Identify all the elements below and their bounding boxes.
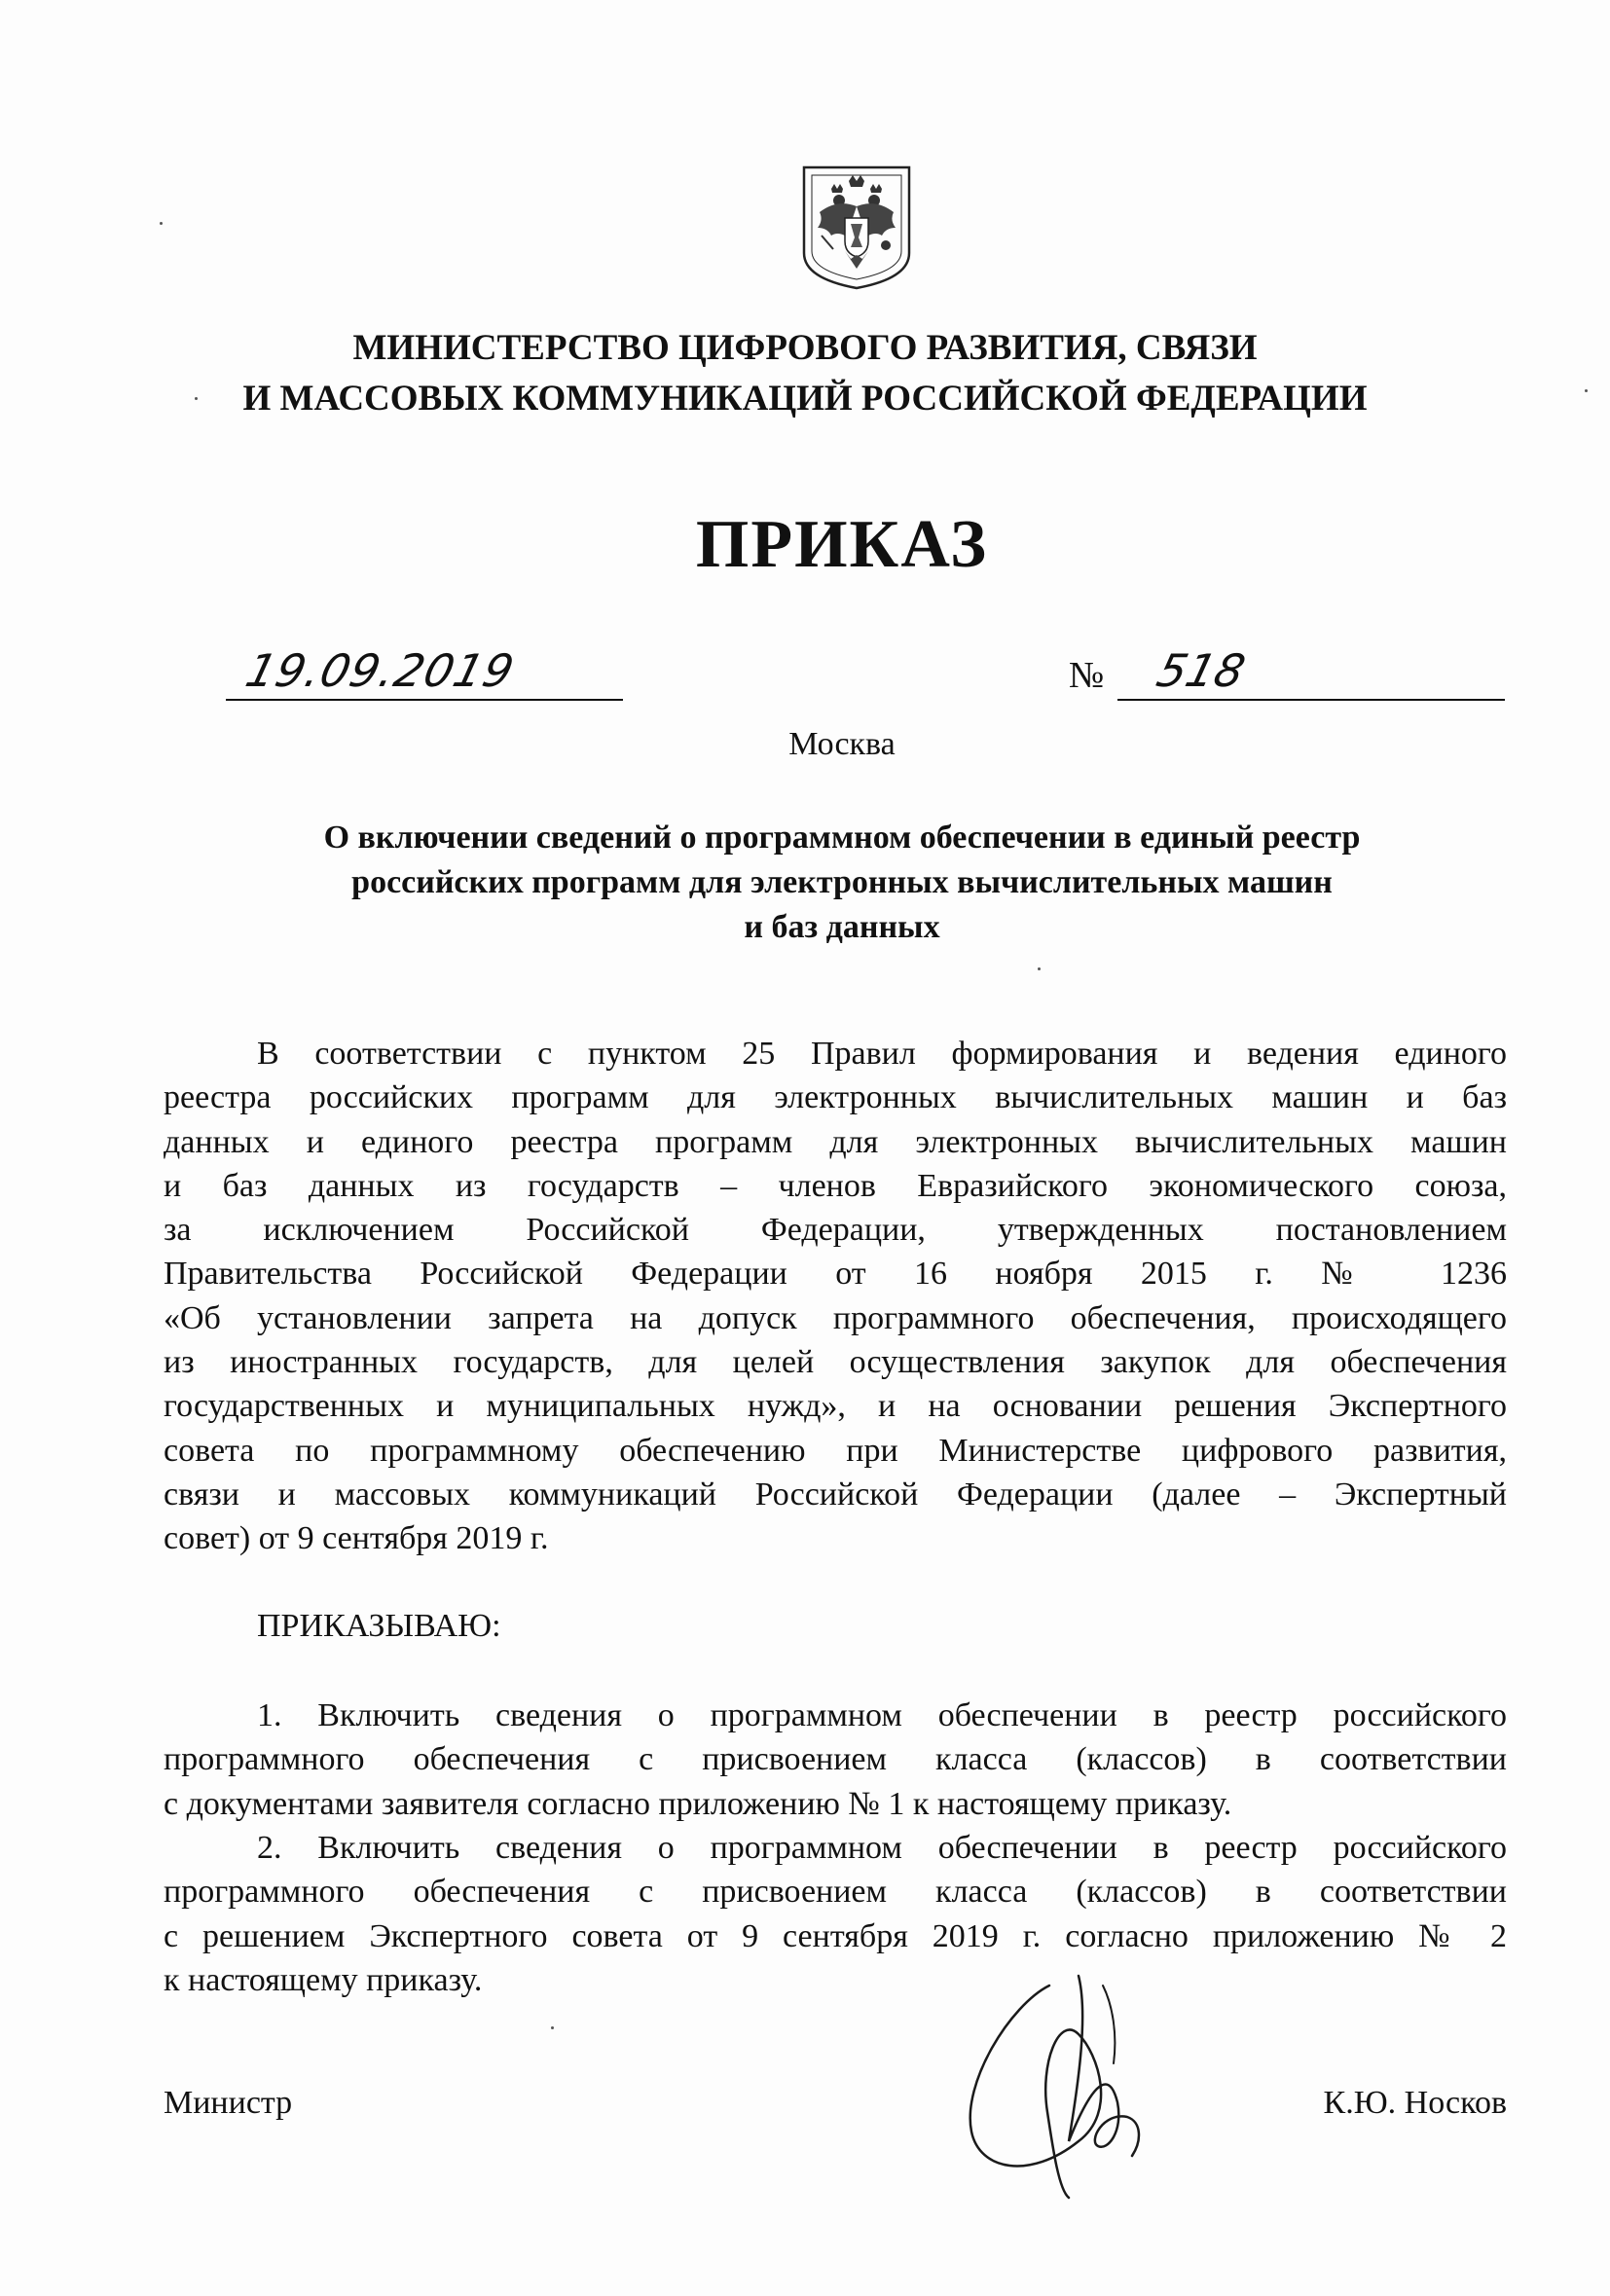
order-item-2: [164, 1826, 1507, 2002]
scan-speck: [195, 397, 198, 400]
signatory-name: К.Ю. Носков: [1323, 2085, 1507, 2121]
subject-line-2: российских программ для электронных вычислительных машин: [351, 864, 1333, 900]
document-subject: [0, 816, 1610, 950]
item-2-line: к настоящему приказу.: [164, 1961, 483, 1998]
preamble-paragraph: [164, 1032, 1507, 1561]
document-type-title: ПРИКАЗ: [695, 507, 989, 582]
coat-of-arms-emblem: [798, 164, 915, 292]
number-label: №: [1069, 655, 1105, 696]
item-2-line: с решением Экспертного совета от 9 сентября 2019 г. согласно приложению № 2: [164, 1917, 1507, 1954]
scan-speck: [160, 222, 163, 225]
handwritten-date: 19.09.2019: [240, 644, 521, 697]
number-field: [1117, 644, 1505, 701]
ministry-line-2: И МАССОВЫХ КОММУНИКАЦИЙ РОССИЙСКОЙ ФЕДЕРАЦИИ: [242, 379, 1368, 419]
subject-line-1: О включении сведений о программном обеспечении в единый реестр: [323, 820, 1361, 856]
preamble-line: Правительства Российской Федерации от 16 ноября 2015 г. № 1236: [164, 1256, 1507, 1293]
ministry-line-1: МИНИСТЕРСТВО ЦИФРОВОГО РАЗВИТИЯ, СВЯЗИ: [352, 328, 1258, 368]
scan-speck: [1585, 389, 1588, 392]
subject-line-3: и баз данных: [744, 909, 940, 945]
preamble-line: реестра российских программ для электронных вычислительных машин и баз: [164, 1079, 1507, 1116]
preamble-line: связи и массовых коммуникаций Российской Федерации (далее – Экспертный: [164, 1476, 1507, 1512]
city: Москва: [788, 726, 896, 762]
scan-speck: [1038, 967, 1041, 970]
handwritten-signature: [933, 1947, 1186, 2200]
preamble-line: В соответствии с пунктом 25 Правил формирования и ведения единого: [257, 1036, 1507, 1072]
preamble-line: совета по программному обеспечению при Министерстве цифрового развития,: [164, 1432, 1507, 1469]
date-field: [226, 644, 623, 701]
ministry-name: [0, 323, 1610, 424]
preamble-line: и баз данных из государств – членов Евразийского экономического союза,: [164, 1167, 1507, 1204]
item-1-line: с документами заявителя согласно приложению № 1 к настоящему приказу.: [164, 1785, 1232, 1822]
scan-speck: [551, 2026, 554, 2029]
preamble-line: совет) от 9 сентября 2019 г.: [164, 1520, 549, 1557]
preamble-line: за исключением Российской Федерации, утвержденных постановлением: [164, 1212, 1507, 1249]
handwritten-number: 518: [1152, 644, 1251, 697]
preamble-line: из иностранных государств, для целей осуществления закупок для обеспечения: [164, 1344, 1507, 1381]
item-1-line: 1. Включить сведения о программном обеспечении в реестр российского: [257, 1697, 1507, 1733]
signatory-role: Министр: [164, 2085, 293, 2121]
item-2-line: 2. Включить сведения о программном обеспечении в реестр российского: [257, 1830, 1507, 1866]
preamble-line: «Об установлении запрета на допуск программного обеспечения, происходящего: [164, 1299, 1507, 1336]
preamble-line: государственных и муниципальных нужд», и на основании решения Экспертного: [164, 1388, 1507, 1425]
order-item-1: [164, 1694, 1507, 1826]
order-word: ПРИКАЗЫВАЮ:: [257, 1608, 501, 1644]
item-2-line: программного обеспечения с присвоением класса (классов) в соответствии: [164, 1874, 1507, 1911]
item-1-line: программного обеспечения с присвоением класса (классов) в соответствии: [164, 1741, 1507, 1778]
preamble-line: данных и единого реестра программ для электронных вычислительных машин: [164, 1123, 1507, 1160]
